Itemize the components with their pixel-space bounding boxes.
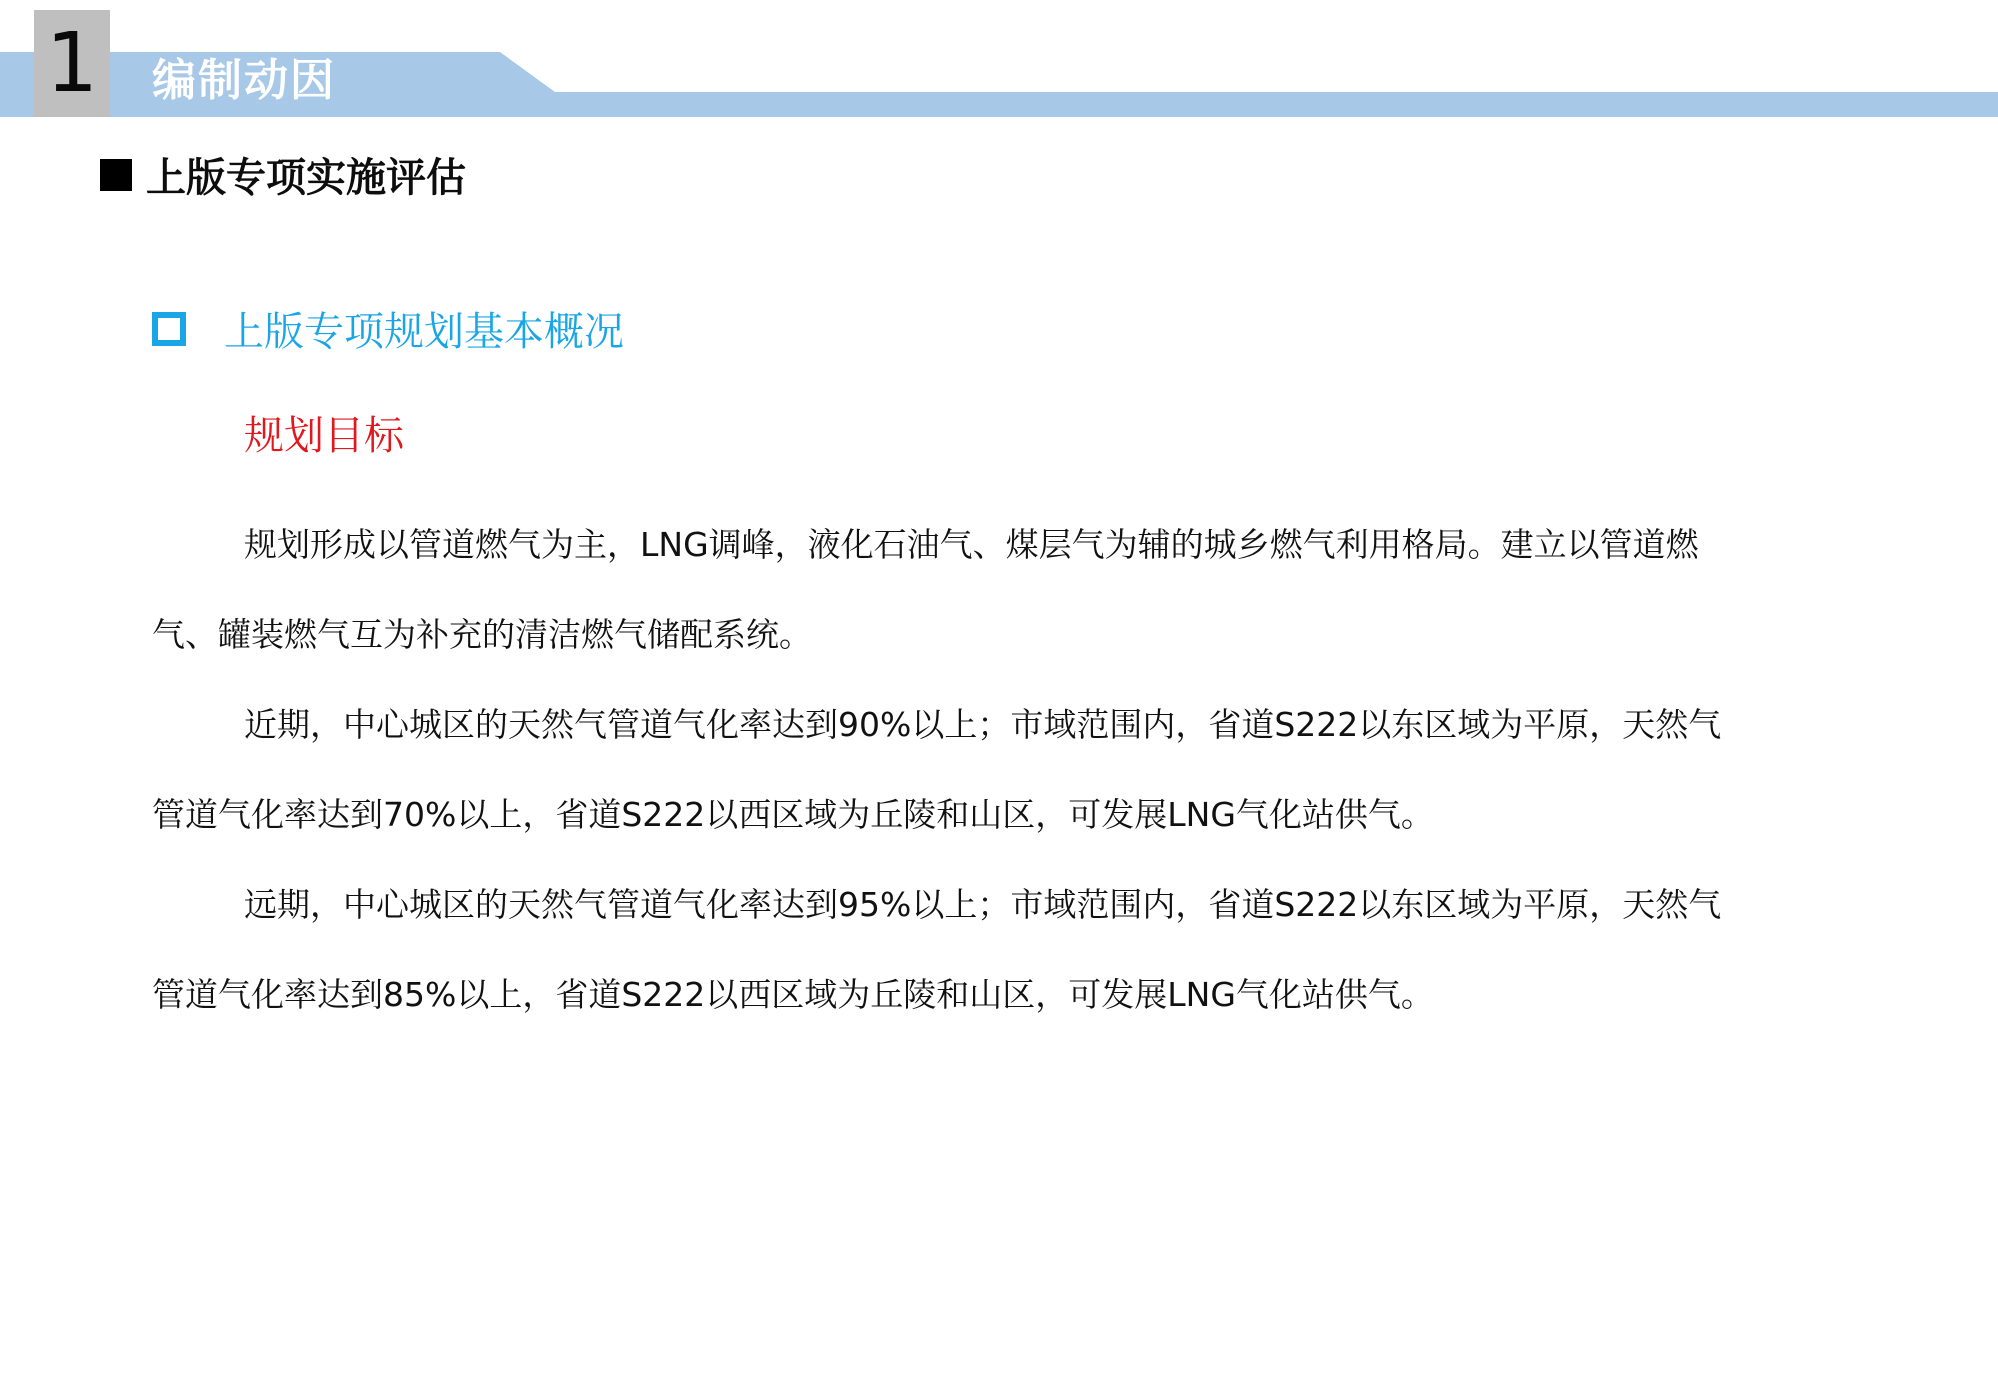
section-title: 编制动因 xyxy=(152,55,336,106)
subheading-text: 上版专项规划基本概况 xyxy=(224,309,624,355)
paragraph: 近期，中心城区的天然气管道气化率达到90%以上；市域范围内，省道S222以东区域为平原，天然气管道气化率达到70%以上，省道S222以西区域为丘陵和山区，可发展LNG气化站供气。 xyxy=(152,705,1722,834)
page-heading xyxy=(100,146,466,203)
hollow-square-icon xyxy=(152,312,186,346)
body-text xyxy=(152,500,1752,1040)
section-number: 1 xyxy=(34,10,110,117)
section-label: 规划目标 xyxy=(244,413,404,459)
page-heading-text: 上版专项实施评估 xyxy=(146,155,466,201)
square-bullet-icon xyxy=(100,159,132,191)
header-band xyxy=(0,0,1998,120)
paragraph: 规划形成以管道燃气为主，LNG调峰，液化石油气、煤层气为辅的城乡燃气利用格局。建立以管道燃气、罐装燃气互为补充的清洁燃气储配系统。 xyxy=(152,525,1699,654)
paragraph: 远期，中心城区的天然气管道气化率达到95%以上；市域范围内，省道S222以东区域为平原，天然气管道气化率达到85%以上，省道S222以西区域为丘陵和山区，可发展LNG气化站供气。 xyxy=(152,885,1722,1014)
subheading xyxy=(152,300,624,357)
